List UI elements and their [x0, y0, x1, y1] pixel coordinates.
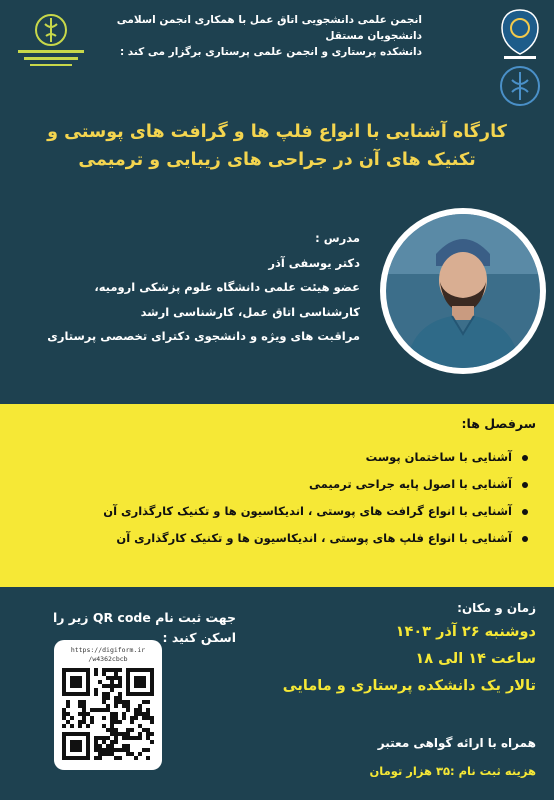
event-date: دوشنبه ۲۶ آذر ۱۴۰۳ — [395, 624, 536, 640]
instructor-photo — [386, 214, 540, 368]
event-time: ساعت ۱۴ الی ۱۸ — [415, 651, 536, 667]
registration-url-line-1: https://digiform.ir — [70, 646, 146, 654]
registration-fee: هزینه ثبت نام :۳۵ هزار تومان — [369, 764, 536, 778]
registration-url[interactable] — [54, 646, 162, 664]
syllabus-section — [0, 404, 554, 587]
instructor-specialty: مراقبت های ویژه و دانشجوی دکترای تخصصی پرستاری — [47, 329, 360, 343]
title-line-2: تکنیک های آن در جراحی های زیبایی و ترمیمی — [78, 150, 476, 170]
syllabus-item: آشنایی با انواع فلپ های پوستی ، اندیکاسیون ها و تکنیک کارگذاری آن — [10, 525, 530, 552]
operating-room-association-logo — [10, 12, 92, 70]
registration-url-line-2: /w4362cbcb — [88, 655, 128, 663]
header-line-2: دانشکده پرستاری و انجمن علمی پرستاری برگزار می کند : — [119, 46, 422, 58]
certificate-note: همراه با ارائه گواهی معتبر — [377, 736, 536, 750]
instructor-degrees: کارشناسی اتاق عمل، کارشناسی ارشد — [140, 304, 360, 319]
nursing-association-logo — [498, 64, 542, 110]
title-line-1: کارگاه آشنایی با انواع فلپ ها و گرافت های پوستی و — [47, 122, 507, 142]
instructor-label: مدرس : — [315, 231, 360, 245]
syllabus-item: آشنایی با ساختمان پوست — [10, 444, 530, 471]
event-label: زمان و مکان: — [457, 601, 536, 615]
instructor-affiliation: عضو هیئت علمی دانشگاه علوم پزشکی ارومیه، — [94, 280, 360, 294]
syllabus-heading: سرفصل ها: — [461, 416, 536, 431]
student-association-logo — [498, 8, 542, 62]
registration-line-2: اسکن کنید : — [162, 630, 236, 645]
registration-qr-code[interactable] — [62, 668, 154, 760]
syllabus-item: آشنایی با انواع گرافت های پوستی ، اندیکاسیون ها و تکنیک کارگذاری آن — [10, 498, 530, 525]
workshop-title — [40, 118, 514, 174]
event-place: تالار یک دانشکده پرستاری و مامایی — [282, 678, 536, 694]
instructor-info — [40, 226, 360, 349]
event-details — [236, 597, 536, 700]
registration-line-1: جهت ثبت نام QR code زیر را — [52, 610, 236, 625]
header-text — [100, 12, 422, 60]
header-line-1: انجمن علمی دانشجویی اتاق عمل با همکاری انجمن اسلامی دانشجویان مستقل — [116, 14, 422, 42]
instructor-name: دکتر یوسفی آذر — [268, 255, 360, 270]
syllabus-item: آشنایی با اصول پایه جراحی ترمیمی — [10, 471, 530, 498]
syllabus-list — [10, 444, 530, 552]
